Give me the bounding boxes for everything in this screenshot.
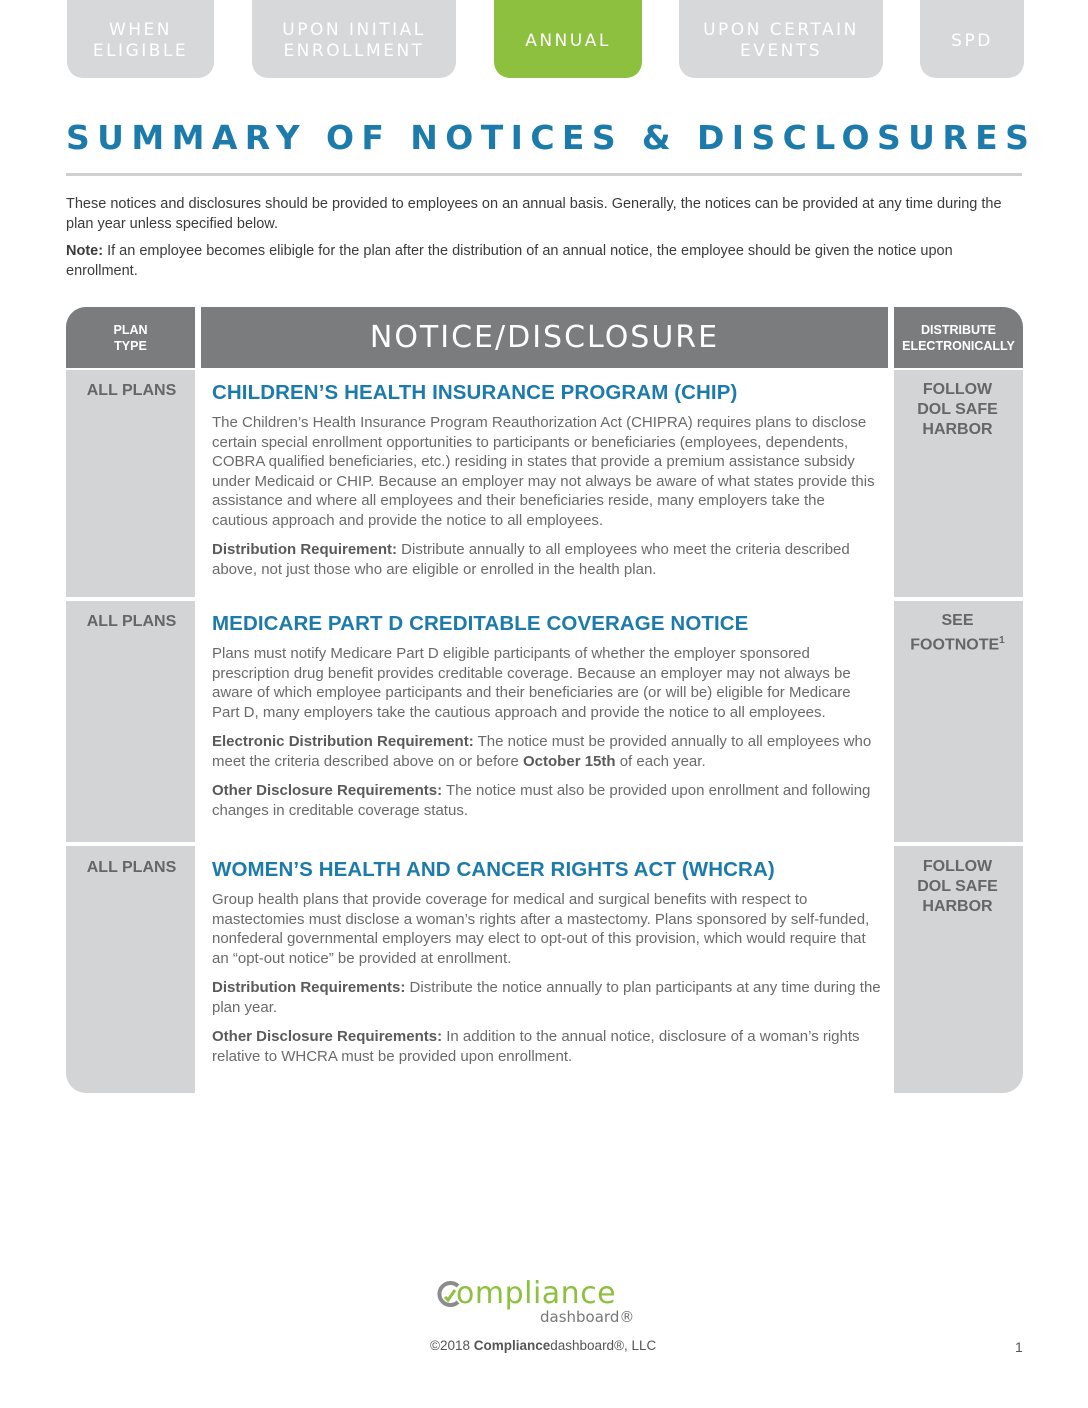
note-label: Note: [66, 243, 104, 259]
notice-requirement: Electronic Distribution Requirement: The notice must be provided annually to all employees who meet the criteria described above on or before October 15th of each year. [212, 733, 872, 770]
intro-note [66, 242, 1026, 281]
row-divider [66, 842, 1023, 846]
notices-table [66, 307, 1023, 1093]
header-distribute-electronically: DISTRIBUTE ELECTRONICALLY [894, 307, 1023, 368]
header-notice-disclosure: NOTICE/DISCLOSURE [201, 307, 888, 368]
column-divider [890, 368, 894, 1093]
notice-title: CHILDREN’S HEALTH INSURANCE PROGRAM (CHIP) [212, 381, 738, 404]
notice-body: The Children’s Health Insurance Program Reauthorization Act (CHIPRA) requires plans to disclose certain special enrollment opportunities to participants or beneficiaries (employees, dependents, COBRA qualified beneficiaries, etc.) residing in states that provide a premium assistance subsidy under Medicaid or CHIP. Because an employer may not always be aware of what states provide this assistance and where all employees and their beneficiaries reside, many employers take the cautious approach and provide the notice to all employees. [212, 414, 875, 529]
footnote-marker: 1 [999, 635, 1005, 646]
compliance-dashboard-logo [436, 1276, 656, 1326]
plan-type-cell: ALL PLANS [86, 613, 177, 630]
copyright: ©2018 Compliancedashboard®, LLC [430, 1338, 657, 1353]
row-divider [66, 597, 1023, 601]
notice-chip [212, 381, 882, 589]
plan-type-cell: ALL PLANS [86, 859, 177, 876]
tab-upon-initial-enrollment[interactable]: UPON INITIAL ENROLLMENT [252, 0, 456, 78]
notice-body: Group health plans that provide coverage for medical and surgical benefits with respect to mastectomies must disclose a woman’s rights after a mastectomy. Plans sponsored by self-funded, nonfederal governmental employers may elect to opt-out of this provision, which would require that an “opt-out notice” be provided at enrollment. [212, 891, 870, 967]
tab-when-eligible[interactable]: WHEN ELIGIBLE [67, 0, 214, 78]
logo-subtitle: dashboard® [540, 1308, 635, 1326]
tab-annual[interactable]: ANNUAL [494, 0, 642, 78]
notice-requirement: Distribution Requirements: Distribute the notice annually to plan participants at any time during the plan year. [212, 979, 881, 1016]
notice-other-requirement: Other Disclosure Requirements: In addition to the annual notice, disclosure of a woman’s rights relative to WHCRA must be provided upon enrollment. [212, 1028, 860, 1065]
logo-wordmark: ompliance [456, 1276, 617, 1311]
notice-medicare-part-d [212, 612, 882, 830]
notice-title: MEDICARE PART D CREDITABLE COVERAGE NOTICE [212, 612, 749, 635]
section-tabs [0, 0, 1088, 80]
notice-title: WOMEN’S HEALTH AND CANCER RIGHTS ACT (WHCRA) [212, 858, 775, 881]
plan-type-cell: ALL PLANS [86, 382, 177, 399]
notice-other-requirement: Other Disclosure Requirements: The notice must also be provided upon enrollment and following changes in creditable coverage status. [212, 782, 871, 819]
row-divider [66, 368, 1023, 370]
tab-upon-certain-events[interactable]: UPON CERTAIN EVENTS [679, 0, 883, 78]
page-title: SUMMARY OF NOTICES & DISCLOSURES [66, 118, 1037, 157]
intro-paragraph: These notices and disclosures should be provided to employees on an annual basis. Generally, the notices can be provided at any time during the plan year unless specified below. [66, 196, 1002, 232]
distribute-cell: FOLLOW DOL SAFE HARBOR [917, 858, 998, 915]
notice-whcra [212, 858, 882, 1076]
note-text: If an employee becomes elibigle for the plan after the distribution of an annual notice, the employee should be given the notice upon enrollment. [66, 243, 953, 279]
notice-requirement: Distribution Requirement: Distribute annually to all employees who meet the criteria described above, not just those who are eligible or enrolled in the health plan. [212, 541, 850, 578]
distribute-cell: SEE FOOTNOTE$^1$ [910, 612, 1005, 654]
tab-spd[interactable]: SPD [920, 0, 1024, 78]
distribute-cell: FOLLOW DOL SAFE HARBOR [917, 381, 998, 438]
header-plan-type: PLAN TYPE [66, 307, 195, 368]
notice-body: Plans must notify Medicare Part D eligible participants of whether the employer sponsored prescription drug benefit provides creditable coverage. Because an employer may not always be aware of which employee participants and their beneficiaries are (or will be) eligible for Medicare Part D, many employers take the cautious approach and provide the notice to all employees. [212, 645, 851, 721]
title-divider [66, 173, 1022, 176]
page-number: 1 [1015, 1339, 1023, 1355]
